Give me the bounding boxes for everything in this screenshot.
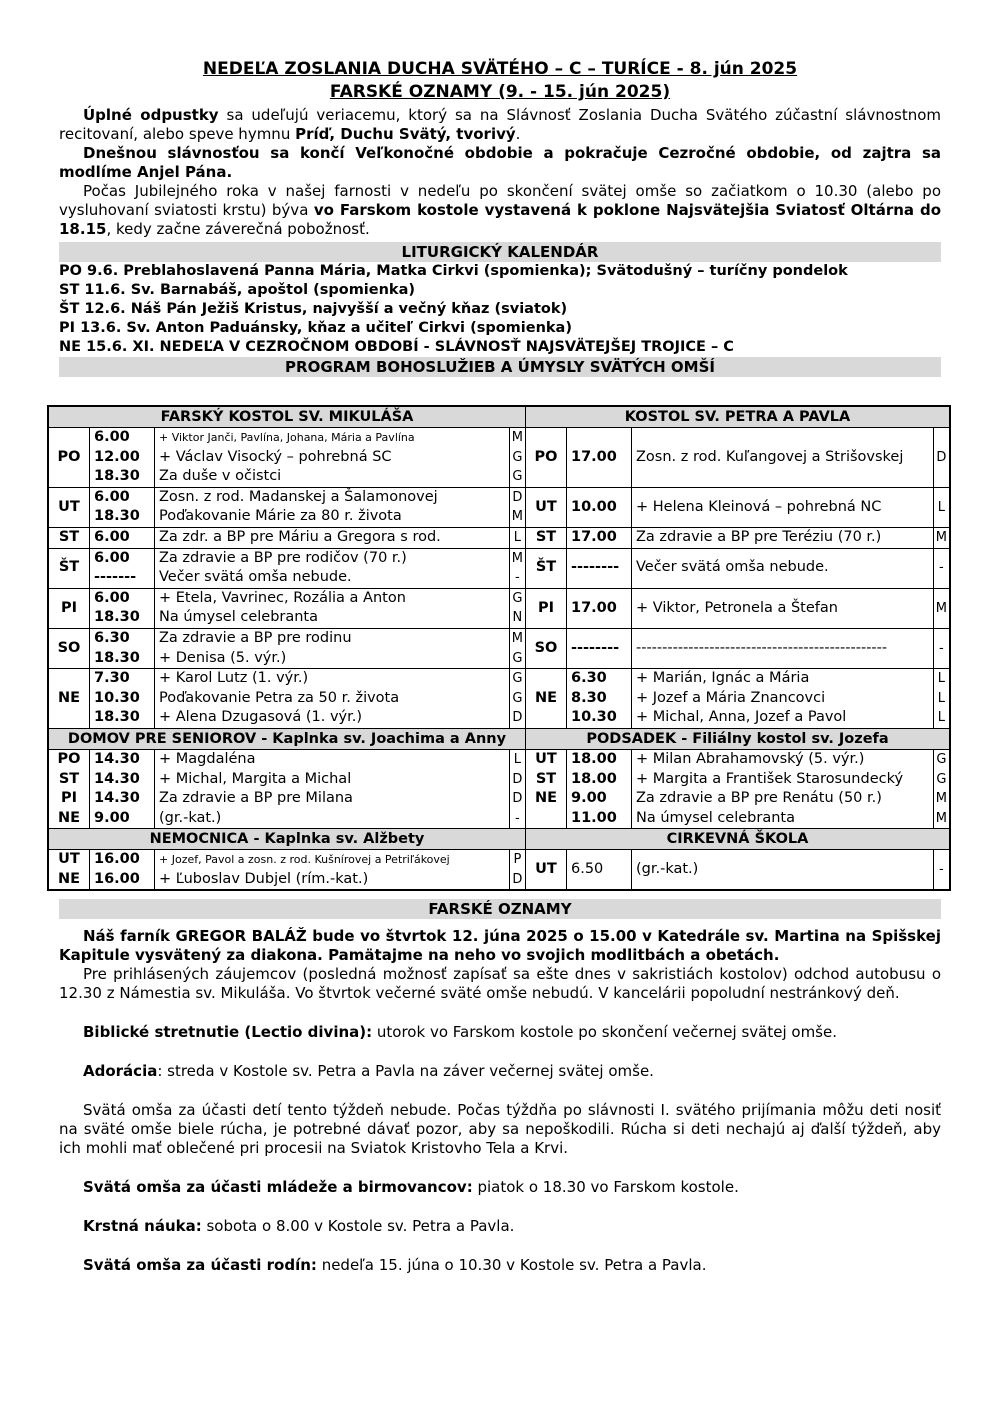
cell-line: M — [511, 550, 523, 566]
note-adoration: Adorácia: streda v Kostole sv. Petra a Pavla na záver večernej svätej omše. — [83, 1062, 654, 1080]
cell-line: SO — [534, 639, 558, 656]
time-cell — [566, 850, 631, 891]
announcements — [59, 896, 941, 1275]
intention-cell — [631, 487, 933, 527]
cell-line: Za zdravie a BP pre rodinu — [159, 629, 352, 646]
day-cell — [48, 749, 90, 828]
mark-cell — [933, 527, 950, 548]
cell-line: ŠT — [58, 559, 80, 576]
cell-line: G — [512, 449, 523, 465]
liturgical-calendar — [59, 262, 941, 357]
cell-line: L — [513, 751, 521, 767]
right-section-header — [525, 829, 950, 850]
intention-cell — [155, 749, 510, 828]
left-section-header — [48, 406, 525, 428]
cell-line: Za zdravie a BP pre Renátu (50 r.) — [635, 790, 882, 807]
intention-cell — [631, 850, 933, 891]
schedule-row — [48, 548, 950, 588]
cell-line: ŠT — [535, 559, 557, 576]
cell-line: + Milan Abrahamovský (5. výr.) — [635, 750, 865, 767]
cell-line: KOSTOL SV. PETRA A PAVLA — [624, 409, 851, 425]
cell-line: - — [939, 640, 944, 656]
mark-cell — [509, 487, 525, 527]
day-cell — [48, 588, 90, 628]
cell-line: ST — [58, 770, 80, 787]
schedule-row — [48, 428, 950, 488]
cell-line: D — [512, 710, 523, 726]
cell-line: L — [937, 499, 946, 515]
cell-line: Za zdravie a BP pre Teréziu (70 r.) — [635, 528, 882, 545]
cell-line: NE — [534, 689, 557, 706]
cell-line: N — [512, 610, 523, 626]
time-cell — [566, 428, 631, 488]
cell-line: UT — [535, 861, 557, 878]
cell-line: + Viktor Janči, Pavlína, Johana, Mária a Pavlína — [159, 431, 415, 444]
cell-line: L — [513, 529, 521, 545]
cell-line: (gr.-kat.) — [159, 809, 222, 826]
day-cell — [48, 850, 90, 891]
day-cell — [48, 487, 90, 527]
cell-line: Zosn. z rod. Madanskej a Šalamonovej — [159, 488, 438, 505]
cell-line: PO — [57, 750, 81, 767]
intention-cell — [631, 428, 933, 488]
cell-line: G — [512, 469, 523, 485]
cell-line: 17.00 — [570, 599, 617, 616]
cell-line: ------------------------------------------------ — [635, 639, 888, 656]
bulletin-title: NEDEĽA ZOSLANIA DUCHA SVÄTÉHO – C – TURÍCE - 8. jún 2025 — [202, 59, 798, 79]
mark-cell — [933, 428, 950, 488]
cell-line: + Jozef a Mária Znancovci — [635, 689, 826, 706]
right-section-header — [525, 406, 950, 428]
intention-cell — [631, 527, 933, 548]
cell-line: -------- — [570, 559, 620, 576]
cell-line: - — [939, 560, 944, 576]
time-cell — [90, 487, 155, 527]
time-cell — [566, 527, 631, 548]
cell-line: + Václav Visocký – pohrebná SC — [159, 448, 392, 465]
note-ordination: Náš farník GREGOR BALÁŽ bude vo štvrtok 12. júna 2025 o 15.00 v Katedrále sv. Martina na Spišskej Kapitule vysvätený za diakona. Pamätajme na neho vo svojich modlitbách a obetách. — [59, 927, 941, 964]
intention-cell — [155, 850, 510, 891]
cell-line: D — [512, 489, 523, 505]
time-cell — [90, 669, 155, 729]
calendar-row: PO 9.6. Preblahoslavená Panna Mária, Matka Cirkvi (spomienka); Svätodušný – turíčny pondelok — [59, 263, 848, 279]
mark-cell — [509, 628, 525, 668]
cell-line: 18.30 — [94, 468, 140, 485]
cell-line: + Ľuboslav Dubjel (rím.-kat.) — [159, 870, 369, 887]
announcements-heading: FARSKÉ OZNAMY — [59, 899, 941, 919]
cell-line: PI — [60, 790, 78, 807]
cell-line: + Michal, Margita a Michal — [159, 770, 352, 787]
intro-jubilee: Počas Jubilejného roka v našej farnosti v nedeľu po skončení svätej omše so začiatkom o 10.30 (alebo po vysluhovaní sviatosti krstu) býva vo Farskom kostole vystavená k poklone Najsvätejšia Sviatosť Oltárna do 18.15, kedy začne záverečná pobožnosť. — [59, 182, 942, 238]
cell-line: 9.00 — [570, 790, 607, 807]
cell-line: G — [512, 671, 523, 687]
cell-line: SO — [57, 639, 81, 656]
day-cell — [48, 428, 90, 488]
time-cell — [566, 749, 631, 828]
cell-line: 17.00 — [570, 528, 617, 545]
cell-line: 10.30 — [94, 689, 140, 706]
cell-line: DOMOV PRE SENIOROV - Kaplnka sv. Joachima a Anny — [67, 730, 507, 747]
intention-cell — [155, 527, 510, 548]
intention-cell — [155, 628, 510, 668]
intention-cell — [155, 588, 510, 628]
intention-cell — [631, 749, 933, 828]
cell-line: Poďakovanie Márie za 80 r. života — [159, 508, 402, 525]
schedule-row — [48, 850, 950, 891]
cell-line: -------- — [570, 639, 620, 656]
cell-line: D — [512, 871, 523, 887]
time-cell — [90, 548, 155, 588]
cell-line: 7.30 — [94, 670, 130, 687]
time-cell — [566, 487, 631, 527]
day-cell — [48, 628, 90, 668]
cell-line: 6.50 — [570, 861, 604, 878]
cell-line: Večer svätá omša nebude. — [635, 559, 829, 576]
day-cell — [525, 527, 566, 548]
cell-line: 6.30 — [94, 629, 130, 646]
cell-line: CIRKEVNÁ ŠKOLA — [666, 831, 809, 848]
cell-line: G — [512, 590, 523, 606]
left-section-header — [48, 829, 525, 850]
cell-line: 9.00 — [94, 809, 130, 826]
cell-line: + Viktor, Petronela a Štefan — [635, 599, 838, 616]
day-cell — [525, 749, 566, 828]
note-families: Svätá omša za účasti rodín: nedeľa 15. júna o 10.30 v Kostole sv. Petra a Pavla. — [83, 1256, 707, 1274]
cell-line: 6.00 — [94, 589, 130, 606]
day-cell — [525, 428, 566, 488]
cell-line: D — [936, 449, 947, 465]
cell-line: PO — [534, 448, 558, 465]
day-cell — [48, 548, 90, 588]
cell-line: + Magdaléna — [159, 750, 256, 767]
cell-line: Za zdravie a BP pre rodičov (70 r.) — [159, 549, 407, 566]
time-cell — [90, 749, 155, 828]
cell-line: M — [935, 791, 947, 807]
intention-cell — [631, 588, 933, 628]
cell-line: 14.30 — [94, 770, 140, 787]
cell-line: M — [935, 810, 947, 826]
intention-cell — [631, 548, 933, 588]
cell-line: Za duše v očistci — [159, 468, 282, 485]
mark-cell — [509, 428, 525, 488]
cell-line: G — [936, 771, 947, 787]
intention-cell — [155, 487, 510, 527]
intention-cell — [631, 669, 933, 729]
cell-line: NE — [57, 689, 81, 706]
cell-line: M — [511, 509, 523, 525]
cell-line: NE — [57, 870, 81, 887]
cell-line: 18.30 — [94, 609, 140, 626]
cell-line: ------- — [94, 569, 137, 586]
cell-line: ST — [535, 770, 557, 787]
time-cell — [90, 850, 155, 891]
cell-line: 10.00 — [570, 498, 617, 515]
cell-line: L — [937, 710, 946, 726]
cell-line: 17.00 — [570, 448, 617, 465]
cell-line: Na úmysel celebranta — [635, 809, 795, 826]
mark-cell — [933, 749, 950, 828]
cell-line: FARSKÝ KOSTOL SV. MIKULÁŠA — [160, 409, 414, 425]
cell-line: Poďakovanie Petra za 50 r. života — [159, 689, 400, 706]
cell-line: + Alena Dzugasová (1. výr.) — [159, 709, 363, 726]
left-section-header — [48, 728, 525, 749]
schedule-row — [48, 749, 950, 828]
cell-line: UT — [535, 498, 557, 515]
cell-line — [530, 809, 562, 829]
cell-line: Na úmysel celebranta — [159, 609, 319, 626]
cell-line: G — [512, 690, 523, 706]
cell-line: - — [515, 570, 520, 586]
cell-line: 6.00 — [94, 549, 130, 566]
calendar-row: NE 15.6. XI. NEDEĽA V CEZROČNOM OBDOBÍ - SLÁVNOSŤ NAJSVÄTEJŠEJ TROJICE – C — [59, 339, 734, 355]
cell-line: 18.30 — [94, 709, 140, 726]
mark-cell — [933, 548, 950, 588]
cell-line: + Marián, Ignác a Mária — [635, 670, 810, 687]
cell-line: D — [512, 791, 523, 807]
cell-line: 10.30 — [570, 709, 617, 726]
cell-line: G — [512, 650, 523, 666]
cell-line: P — [513, 852, 522, 868]
cell-line: 8.30 — [570, 689, 607, 706]
day-cell — [525, 487, 566, 527]
schedule-row — [48, 628, 950, 668]
cell-line: Večer svätá omša nebude. — [159, 569, 352, 586]
day-cell — [525, 850, 566, 891]
cell-line: ST — [535, 528, 557, 545]
day-cell — [48, 669, 90, 729]
section-header-row — [48, 406, 950, 428]
mark-cell — [933, 588, 950, 628]
cell-line: 18.30 — [94, 649, 140, 666]
cell-line: 6.00 — [94, 528, 130, 545]
cell-line: M — [935, 600, 947, 616]
cell-line: ST — [58, 528, 80, 545]
cell-line: + Margita a František Starosundecký — [635, 770, 904, 787]
note-youth: Svätá omša za účasti mládeže a birmovancov: piatok o 18.30 vo Farskom kostole. — [83, 1178, 739, 1196]
cell-line: NE — [534, 790, 557, 807]
cell-line: (gr.-kat.) — [635, 861, 699, 878]
mark-cell — [933, 487, 950, 527]
intro-season: Dnešnou slávnosťou sa končí Veľkonočné obdobie a pokračuje Cezročné obdobie, od zajtra sa modlíme Anjel Pána. — [59, 144, 941, 181]
mark-cell — [509, 749, 525, 828]
cell-line: 16.00 — [94, 851, 140, 868]
cell-line: UT — [58, 498, 80, 515]
schedule-row — [48, 527, 950, 548]
schedule-row — [48, 588, 950, 628]
mark-cell — [933, 628, 950, 668]
cell-line: Za zdravie a BP pre Milana — [159, 790, 353, 807]
section-header-row — [48, 829, 950, 850]
cell-line: M — [511, 630, 523, 646]
cell-line: NE — [57, 809, 81, 826]
time-cell — [566, 628, 631, 668]
cell-line: - — [515, 810, 520, 826]
cell-line: + Etela, Vavrinec, Rozália a Anton — [159, 589, 406, 606]
time-cell — [566, 669, 631, 729]
cell-line: 6.00 — [94, 429, 130, 445]
cell-line: + Helena Kleinová – pohrebná NC — [635, 498, 882, 515]
day-cell — [525, 588, 566, 628]
calendar-row: PI 13.6. Sv. Anton Paduánsky, kňaz a učiteľ Cirkvi (spomienka) — [59, 320, 572, 336]
mark-cell — [509, 850, 525, 891]
intention-cell — [631, 628, 933, 668]
time-cell — [90, 428, 155, 488]
cell-line: PODSADEK - Filiálny kostol sv. Jozefa — [586, 730, 889, 747]
cell-line: 14.30 — [94, 790, 140, 807]
cell-line: 18.30 — [94, 508, 140, 525]
cell-line: 12.00 — [94, 448, 140, 465]
cell-line: 16.00 — [94, 870, 140, 887]
mark-cell — [509, 588, 525, 628]
day-cell — [525, 548, 566, 588]
note-baptism: Krstná náuka: sobota o 8.00 v Kostole sv. Petra a Pavla. — [83, 1217, 515, 1235]
time-cell — [90, 628, 155, 668]
mark-cell — [933, 850, 950, 891]
intention-cell — [155, 548, 510, 588]
cell-line: 18.00 — [570, 770, 617, 787]
intention-cell — [155, 428, 510, 488]
time-cell — [566, 588, 631, 628]
cell-line: NEMOCNICA - Kaplnka sv. Alžbety — [149, 831, 425, 848]
mark-cell — [933, 669, 950, 729]
cell-line: 14.30 — [94, 750, 140, 767]
calendar-row: ŠT 12.6. Náš Pán Ježiš Kristus, najvyšší a večný kňaz (sviatok) — [59, 301, 568, 317]
time-cell — [90, 527, 155, 548]
schedule-row — [48, 487, 950, 527]
cell-line: Za zdr. a BP pre Máriu a Gregora s rod. — [159, 528, 441, 545]
calendar-heading: LITURGICKÝ KALENDÁR — [59, 242, 941, 262]
time-cell — [566, 548, 631, 588]
cell-line: + Michal, Anna, Jozef a Pavol — [635, 709, 847, 726]
time-cell — [90, 588, 155, 628]
day-cell — [525, 628, 566, 668]
cell-line: D — [512, 771, 523, 787]
cell-line: 11.00 — [570, 809, 617, 826]
cell-line: M — [511, 430, 523, 445]
note-children: Svätá omša za účasti detí tento týždeň nebude. Počas týždňa po slávnosti I. svätého prijímania môžu deti nosiť na sväté omše biele rúcha, je potrebné dávať pozor, aby sa nepoškodili. Rúcha si deti nechajú aj ďalší týždeň, aby ich mohli mať oblečené pri procesii na Sviatok Kristovho Tela a Krvi. — [59, 1101, 941, 1157]
cell-line: Zosn. z rod. Kuľangovej a Strišovskej — [635, 448, 904, 465]
cell-line: + Denisa (5. výr.) — [159, 649, 287, 666]
note-lectio: Biblické stretnutie (Lectio divina): utorok vo Farskom kostole po skončení večernej svätej omše. — [83, 1023, 837, 1041]
schedule-row — [48, 669, 950, 729]
section-header-row — [48, 728, 950, 749]
page-header — [59, 58, 941, 377]
program-heading: PROGRAM BOHOSLUŽIEB A ÚMYSLY SVÄTÝCH OMŠÍ — [59, 357, 941, 377]
mark-cell — [509, 527, 525, 548]
cell-line: PO — [57, 448, 81, 465]
cell-line: 6.30 — [570, 670, 607, 687]
cell-line: + Jozef, Pavol a zosn. z rod. Kušnírovej a Petriľákovej — [159, 853, 450, 867]
day-cell — [525, 669, 566, 729]
cell-line: G — [936, 751, 947, 767]
note-bus: Pre prihlásených záujemcov (posledná možnosť zapísať sa ešte dnes v sakristiách kostolov) odchod autobusu o 12.30 z Námestia sv. Mikuláša. Vo štvrtok večerné sväté omše nebudú. V kancelárii popoludní nestránkový deň. — [59, 965, 941, 1002]
bulletin-subtitle: FARSKÉ OZNAMY (9. - 15. jún 2025) — [329, 82, 671, 102]
cell-line: + Karol Lutz (1. výr.) — [159, 670, 309, 687]
cell-line: 6.00 — [94, 488, 130, 505]
cell-line: 18.00 — [570, 750, 617, 767]
calendar-row: ST 11.6. Sv. Barnabáš, apoštol (spomienka) — [59, 282, 415, 298]
right-section-header — [525, 728, 950, 749]
cell-line: UT — [58, 851, 80, 868]
intro-indulgence: Úplné odpustky sa udeľujú veriacemu, ktorý sa na Slávnosť Zoslania Ducha Svätého zúčastní slávnostnom recitovaní, alebo speve hymnu Príď, Duchu Svätý, tvorivý. — [59, 106, 941, 143]
cell-line: UT — [535, 750, 557, 767]
intention-cell — [155, 669, 510, 729]
mark-cell — [509, 548, 525, 588]
cell-line: PI — [60, 599, 78, 616]
cell-line: L — [937, 690, 946, 706]
day-cell — [48, 527, 90, 548]
cell-line: - — [939, 862, 944, 878]
mark-cell — [509, 669, 525, 729]
cell-line: L — [937, 671, 946, 687]
cell-line: PI — [537, 599, 554, 616]
cell-line: M — [935, 529, 947, 545]
mass-schedule-table — [47, 405, 951, 891]
